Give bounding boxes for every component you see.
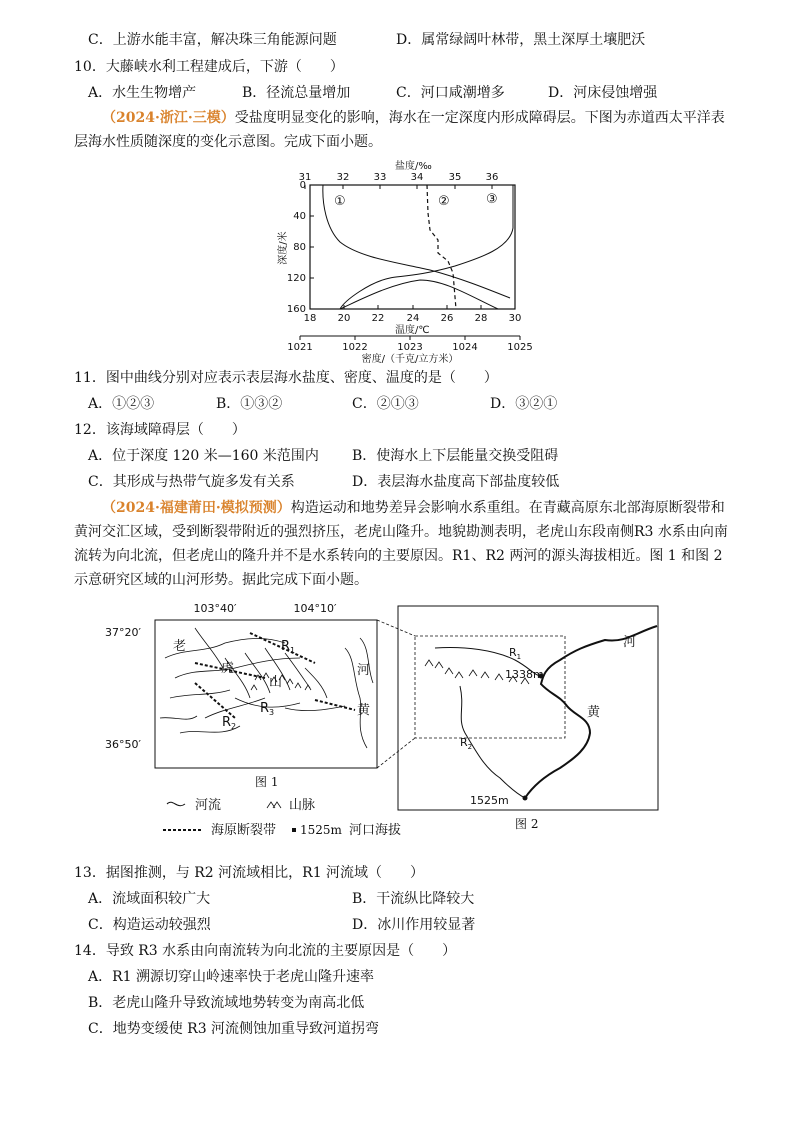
q12-option-b: B．使海水上下层能量交换受阻碍 [352, 448, 559, 464]
river-char-huang-fig2: 黄 [587, 705, 601, 720]
q14-stem: 14．导致 R3 水系由向南流转为向北流的主要原因是（ ） [74, 943, 457, 959]
salinity-tick: 31 [298, 172, 312, 183]
figure-1-frame [155, 620, 377, 768]
place-char-hu: 虎 [221, 661, 235, 676]
q11-option-a: A．①②③ [88, 396, 155, 412]
q11-option-c: C．②①③ [352, 396, 419, 412]
q10-stem: 10．大藤峡水利工程建成后，下游（ ） [74, 59, 344, 75]
r3-subscript: 3 [269, 708, 275, 717]
curve-label-3: ③ [486, 192, 498, 207]
q14-option-c: C．地势变缓使 R3 河流侧蚀加重导致河道拐弯 [88, 1021, 380, 1037]
depth-tick: 0 [299, 180, 306, 191]
q11-option-b: B．①③② [216, 396, 283, 412]
temp-axis-title: 温度/℃ [395, 325, 430, 336]
r3-letter: R [260, 701, 270, 716]
temp-tick: 20 [337, 313, 351, 324]
r1-subscript: 1 [290, 646, 296, 655]
r2-river-fig2 [460, 686, 525, 798]
q9-option-c: C．上游水能丰富，解决珠三角能源问题 [88, 32, 337, 48]
intro-1 [74, 106, 734, 154]
figure-1-caption: 图 1 [255, 775, 279, 789]
legend-elev-text: 河口海拔 [349, 823, 402, 838]
temp-tick: 24 [406, 313, 420, 324]
q13-option-b: B．干流纵比降较大 [352, 891, 475, 907]
legend-river-label: 河流 [195, 798, 222, 813]
elevation-point-1525 [523, 796, 528, 801]
salinity-tick: 33 [373, 172, 387, 183]
legend-fault-label: 海原断裂带 [211, 823, 277, 838]
temp-tick: 18 [303, 313, 317, 324]
r3-label-fig1 [260, 701, 274, 717]
legend-mountain-label: 山脉 [289, 798, 316, 813]
legend-elev-symbol [292, 828, 296, 832]
r2-subscript-fig2: 2 [467, 743, 473, 751]
legend-river-symbol [167, 802, 185, 805]
curve-1 [323, 185, 510, 298]
river-char-huang-fig1: 黄 [357, 703, 371, 718]
place-char-shan: 山 [269, 675, 283, 690]
elevation-label-1525: 1525m [470, 794, 509, 807]
intro-2-source: （2024·福建莆田·模拟预测） [102, 500, 291, 516]
q14-option-b: B．老虎山隆升导致流域地势转变为南高北低 [88, 995, 365, 1011]
q12-option-c: C．其形成与热带气旋多发有关系 [88, 474, 295, 490]
salinity-axis-title: 盐度/‰ [395, 161, 432, 172]
temp-tick: 30 [508, 313, 522, 324]
q13-option-a: A．流域面积较广大 [88, 891, 211, 907]
elevation-label-1338: 1338m [505, 668, 544, 681]
intro-1-text: 受盐度明显变化的影响，海水在一定深度内形成障碍层。下图为赤道西太平洋表层海水性质随深度的变化示意图。完成下面小题。 [74, 110, 725, 150]
q12-stem: 12．该海域障碍层（ ） [74, 422, 246, 438]
q13-option-d: D．冰川作用较显著 [352, 917, 476, 933]
r2-letter: R [222, 715, 232, 730]
r1-subscript-fig2: 1 [516, 653, 522, 661]
river-char-he-fig1: 河 [357, 663, 371, 678]
figure-2-caption: 图 2 [515, 817, 539, 831]
r1-letter: R [281, 639, 291, 654]
rivers-fig1 [160, 628, 373, 748]
salinity-tick: 34 [410, 172, 424, 183]
figure-2-frame [398, 606, 658, 810]
depth-tick: 120 [286, 273, 306, 284]
r2-letter-fig2: R [460, 736, 468, 749]
q10-option-c: C．河口咸潮增多 [396, 85, 505, 101]
density-tick: 1024 [452, 342, 478, 353]
q9-option-d: D．属常绿阔叶林带，黑土深厚土壤肥沃 [396, 32, 646, 48]
r2-subscript: 2 [231, 722, 237, 731]
intro-2-text: 构造运动和地势差异会影响水系重组。在青藏高原东北部海原断裂带和黄河交汇区域，受到断裂带附近的强烈挤压，老虎山隆升。地貌勘测表明，老虎山东段南侧R3 水系由向南流转为向北流，但老虎山的隆升并不是水系转向的主要原因。R1、R2 两河的源头海拔相近。图 1 和图 2 示意研究区域的山河形势。据此完成下面小题。 [74, 500, 728, 588]
longitude-label-1: 103°40′ [193, 602, 237, 615]
latitude-label-1: 37°20′ [105, 626, 141, 639]
salinity-tick: 35 [448, 172, 462, 183]
q10-option-d: D．河床侵蚀增强 [548, 85, 658, 101]
r1-letter-fig2: R [509, 646, 517, 659]
depth-tick: 160 [286, 304, 306, 315]
latitude-label-2: 36°50′ [105, 738, 141, 751]
q12-option-a: A．位于深度 120 米—160 米范围内 [88, 448, 319, 464]
zoom-connector [377, 620, 415, 768]
depth-axis-title: 深度/米 [278, 231, 289, 265]
q13-option-c: C．构造运动较强烈 [88, 917, 211, 933]
temp-tick: 26 [440, 313, 454, 324]
depth-tick: 40 [293, 211, 306, 222]
r1-label-fig2 [509, 646, 521, 661]
r1-label-fig1 [281, 639, 295, 655]
intro-2 [74, 496, 734, 592]
density-tick: 1021 [287, 342, 313, 353]
q12-option-d: D．表层海水盐度高下部盐度较低 [352, 474, 560, 490]
depth-tick: 80 [293, 242, 306, 253]
salinity-tick: 36 [485, 172, 499, 183]
river-char-he-fig2: 河 [623, 635, 637, 650]
curve-label-1: ① [334, 194, 346, 209]
temp-tick: 28 [474, 313, 488, 324]
q10-option-b: B．径流总量增加 [242, 85, 351, 101]
river-map-figure [105, 598, 665, 848]
density-axis-title: 密度/（千克/立方米） [361, 354, 459, 363]
q11-option-d: D．③②① [490, 396, 558, 412]
longitude-label-2: 104°10′ [293, 602, 337, 615]
q11-stem: 11．图中曲线分别对应表示表层海水盐度、密度、温度的是（ ） [74, 370, 498, 386]
legend-mountain-symbol [267, 802, 281, 808]
legend-elev-value: 1525m [300, 823, 342, 837]
place-char-lao: 老 [173, 639, 187, 654]
density-tick: 1023 [397, 342, 423, 353]
intro-1-source: （2024·浙江·三模） [102, 110, 235, 126]
density-tick: 1025 [507, 342, 533, 353]
q10-option-a: A．水生生物增产 [88, 85, 197, 101]
temp-tick: 22 [371, 313, 385, 324]
density-tick: 1022 [342, 342, 368, 353]
q14-option-a: A．R1 溯源切穿山岭速率快于老虎山隆升速率 [88, 969, 375, 985]
depth-profile-figure [270, 158, 540, 363]
q13-stem: 13．据图推测，与 R2 河流域相比，R1 河流域（ ） [74, 865, 425, 881]
salinity-tick: 32 [336, 172, 350, 183]
curve-label-2: ② [438, 194, 450, 209]
